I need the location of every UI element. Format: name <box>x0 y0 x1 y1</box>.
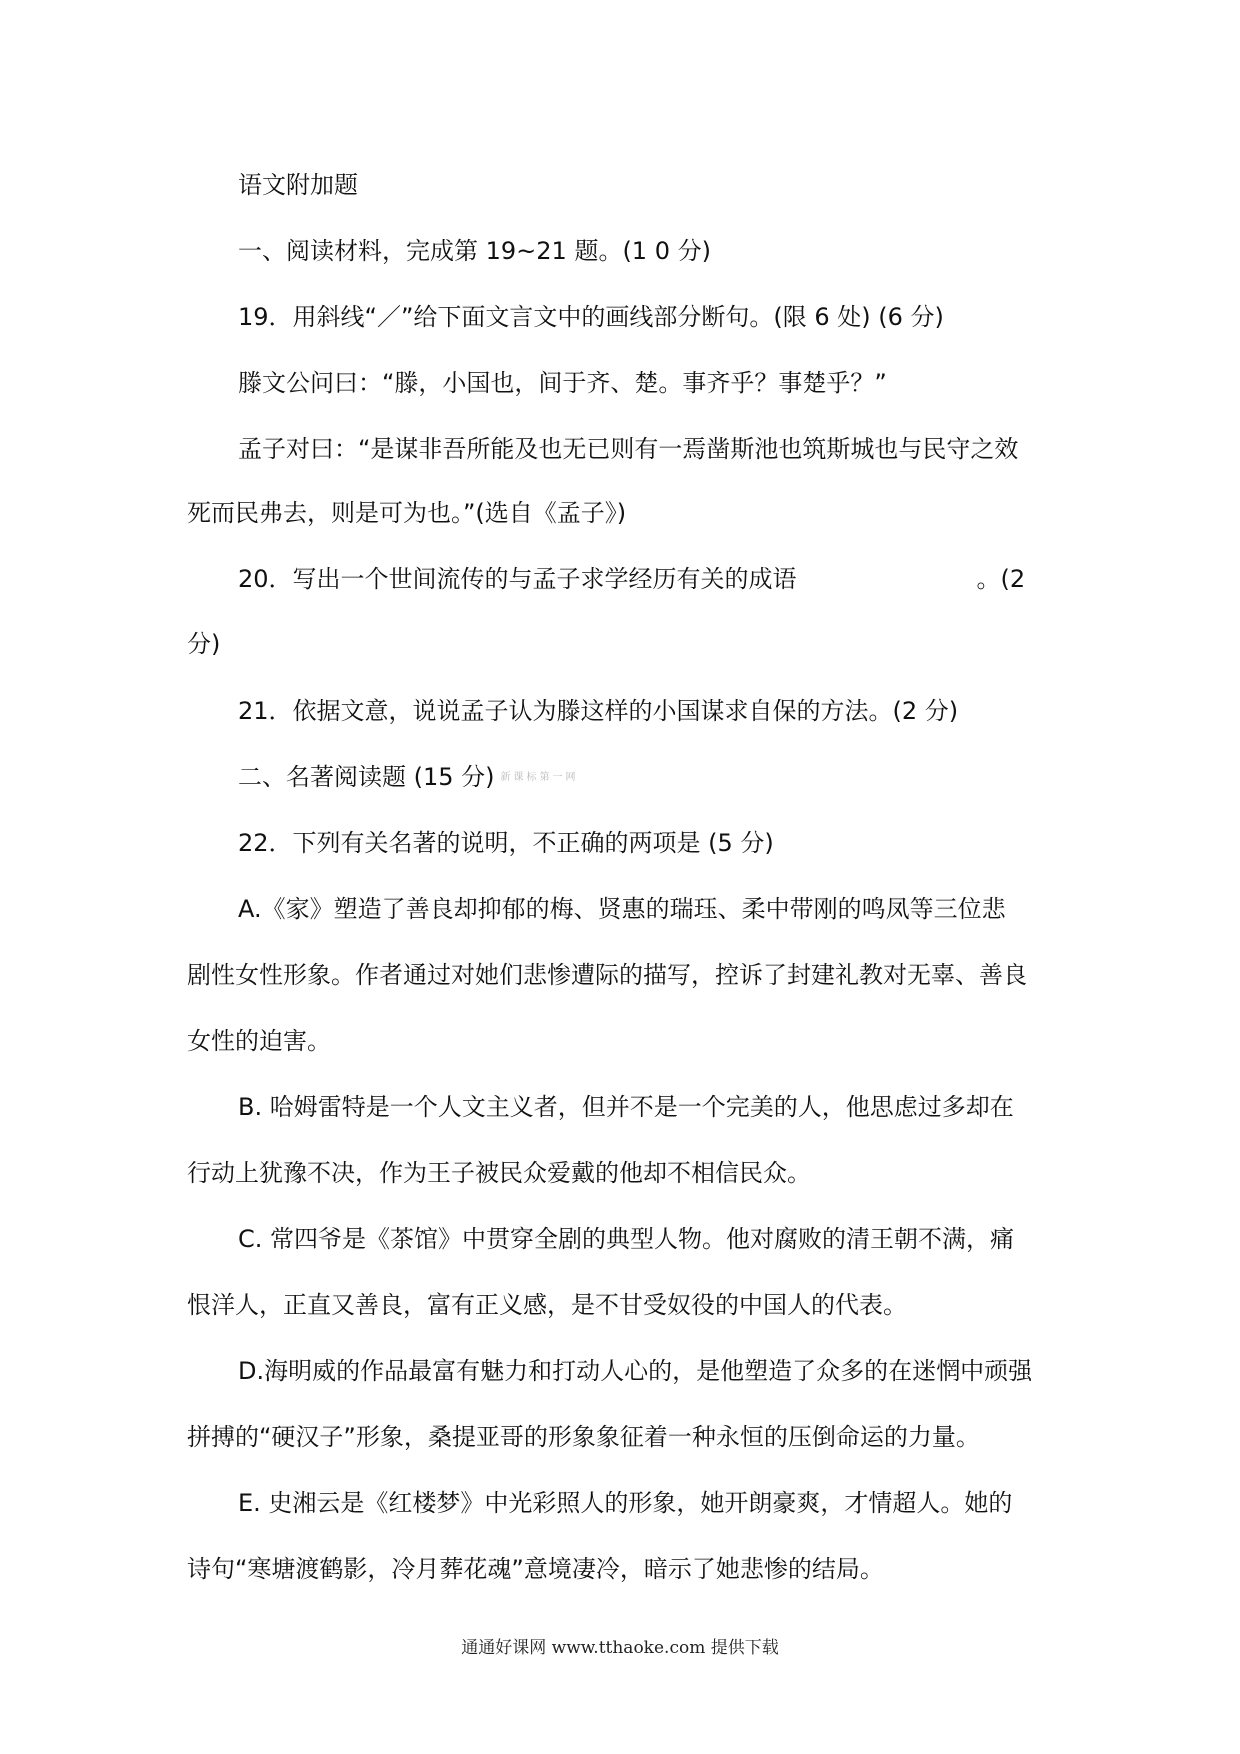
option-d-line1: D.海明威的作品最富有魅力和打动人心的，是他塑造了众多的在迷惘中顽强 <box>238 1357 1033 1385</box>
option-d-line2: 拼搏的“硬汉子”形象，桑提亚哥的形象象征着一种永恒的压倒命运的力量。 <box>187 1423 980 1451</box>
q20-score-wrap: 分) <box>187 630 221 658</box>
footer-download-notice: 通通好课网 www.tthaoke.com 提供下载 <box>461 1638 779 1658</box>
q20-prompt: 20．写出一个世间流传的与孟子求学经历有关的成语 <box>238 565 797 593</box>
q21-prompt: 21．依据文意，说说孟子认为滕这样的小国谋求自保的方法。(2 分) <box>238 697 959 725</box>
section2-watermark: 新课标第一网 <box>500 772 579 783</box>
q19-passage-line1: 滕文公问曰：“滕，小国也，间于齐、楚。事齐乎？事楚乎？” <box>238 369 887 397</box>
option-a-line3: 女性的迫害。 <box>187 1027 331 1055</box>
option-e-line1: E. 史湘云是《红楼梦》中光彩照人的形象，她开朗豪爽，才情超人。她的 <box>238 1489 1013 1517</box>
section2-heading: 二、名著阅读题 (15 分) <box>238 763 495 791</box>
section1-heading: 一、阅读材料，完成第 19~21 题。(1 0 分) <box>238 237 711 265</box>
q19-prompt: 19．用斜线“／”给下面文言文中的画线部分断句。(限 6 处) (6 分) <box>238 303 944 331</box>
q20-line <box>238 562 1025 596</box>
document-title: 语文附加题 <box>238 171 358 199</box>
option-a-line2: 剧性女性形象。作者通过对她们悲惨遭际的描写，控诉了封建礼教对无辜、善良 <box>187 961 1027 989</box>
option-e-line2: 诗句“寒塘渡鹤影，冷月葬花魂”意境凄冷，暗示了她悲惨的结局。 <box>187 1555 884 1583</box>
option-c-line1: C. 常四爷是《茶馆》中贯穿全剧的典型人物。他对腐败的清王朝不满，痛 <box>238 1225 1015 1253</box>
q19-passage-line3: 死而民弗去，则是可为也。”(选自《孟子》) <box>187 499 627 527</box>
section2-line <box>238 760 579 795</box>
q20-score-tail: 。(2 <box>976 565 1026 593</box>
option-b-line2: 行动上犹豫不决，作为王子被民众爱戴的他却不相信民众。 <box>187 1159 811 1187</box>
option-b-line1: B. 哈姆雷特是一个人文主义者，但并不是一个完美的人，他思虑过多却在 <box>238 1093 1014 1121</box>
q22-prompt: 22．下列有关名著的说明，不正确的两项是 (5 分) <box>238 829 774 857</box>
option-a-line1: A.《家》塑造了善良却抑郁的梅、贤惠的瑞珏、柔中带刚的鸣凤等三位悲 <box>238 895 1006 923</box>
option-c-line2: 恨洋人，正直又善良，富有正义感，是不甘受奴役的中国人的代表。 <box>187 1291 907 1319</box>
q19-passage-line2: 孟子对曰：“是谋非吾所能及也无已则有一焉凿斯池也筑斯城也与民守之效 <box>238 435 1019 463</box>
